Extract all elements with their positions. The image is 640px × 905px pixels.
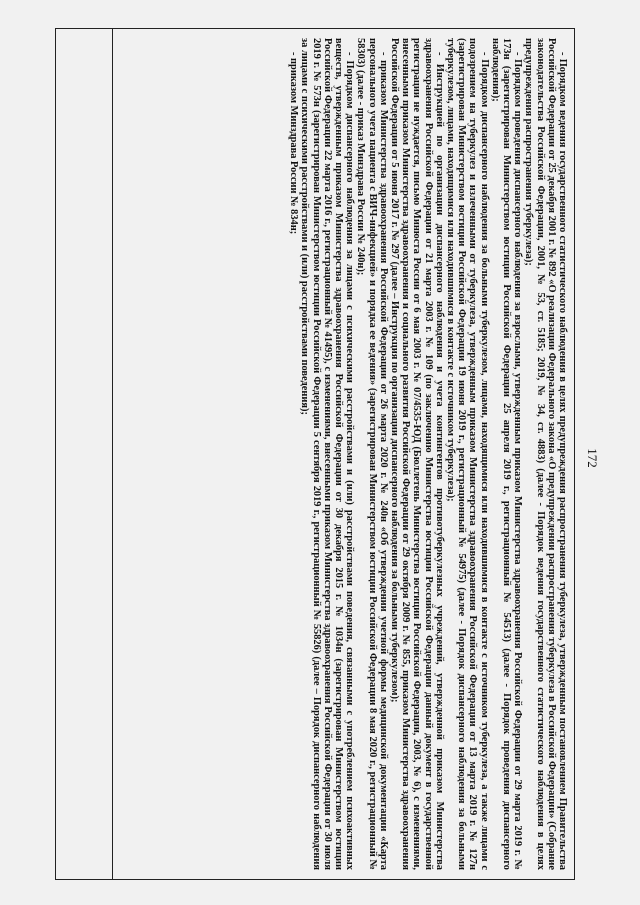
paragraph: - приказом Минздрава России № 834н; — [288, 52, 300, 235]
cell-text — [112, 28, 574, 880]
paragraph: - Порядком диспансерного наблюдения за лицами с психическими расстройствами и (или) расстройствами поведения, связанными с употреблением психоактивных веществ, утвержденным приказом Министерства здравоохранения Российской Федерации от 30 декабря 2015 г. № 1034н (зарегистрирован Министерством юстиции Российской Федерации 22 марта 2016 г., регистрационный № 41495), с изменениями, внесенными приказом Министерства здравоохранения Российской Федерации от 30 июля 2019 г. № 573н (зарегистрирован Министерством юстиции Российской Федерации 5 сентября 2019 г., регистрационный № 55826) (далее – Порядок диспансерного наблюдения за лицами с психическими расстройствами и (или) расстройствами поведения); — [299, 38, 356, 870]
paragraph: - приказом Министерства здравоохранения Российской Федерации от 26 марта 2020 г. № 240н «Об утверждении учетной формы медицинской документации «Карта персонального учета пациента с ВИЧ-инфекцией» и порядка ее ведения» (зарегистрирован Министерством юстиции Российской Федерации 8 мая 2020 г., регистрационный № 58303) (далее - приказ Минздрава России № 240н); — [355, 38, 389, 870]
paragraph: - Инструкцией по организации диспансерного наблюдения и учета контингентов противотуберкулезных учреждений, утвержденной приказом Министерства здравоохранения Российской Федерации от 21 марта 2003 г. № 109 (по заключению Министерства юстиции Российской Федерации данный документ в государственной регистрации не нуждается, письмо Минюста России от 6 мая 2003 г. № 07/4535-ЮД (Бюллетень Министерства юстиции Российской Федерации, 2003, № 6), с изменениями, внесенными приказом Министерства здравоохранения и социального развития Российской Федерации от 29 октября 2009 г. № 855, приказом Министерства здравоохранения Российской Федерации от 5 июня 2017 г. № 297 (далее – Инструкция по организации диспансерного наблюдения за больными туберкулезом); — [388, 38, 445, 870]
paragraph: - Порядком диспансерного наблюдения за больными туберкулезом, лицами, находящимися или находившимися в контакте с источником туберкулеза, а также лицами с подозрением на туберкулез и излеченными от туберкулеза, утвержденным приказом Министерства здравоохранения Российской Федерации от 13 марта 2019 г. № 127н (зарегистрирован Министерством юстиции Российской Федерации 19 июня 2019 г., регистрационный № 54975) (далее - Порядок диспансерного наблюдения за больными туберкулезом, лицами, находящимися или находившимися в контакте с источником туберкулеза); — [444, 38, 490, 870]
table-cell — [112, 28, 574, 880]
paragraph: - Порядком ведения государственного статистического наблюдения в целях предупреждения распространения туберкулеза, утвержденным постановлением Правительства Российской Федерации от 25 декабря 2001 г. № 892 «О реализации Федерального закона «О предупреждении распространения туберкулеза в Российской Федерации» (Собрание законодательства Российской Федерации, 2001, № 53, ст. 5185; 2019, № 34, ст. 4883) (далее - Порядок ведения государственного статистического наблюдения в целях предупреждения распространения туберкулеза); — [523, 38, 568, 870]
paragraph: - Порядком проведения диспансерного наблюдения за взрослыми, утвержденным приказом Министерства здравоохранения Российской Федерации от 29 марта 2019 г. № 173н (зарегистрирован Министерством юстиции Российской Федерации 25 апреля 2019 г., регистрационный № 54513) (далее - Порядок проведения диспансерного наблюдения); — [489, 38, 524, 870]
page-number: 172 — [585, 448, 600, 468]
